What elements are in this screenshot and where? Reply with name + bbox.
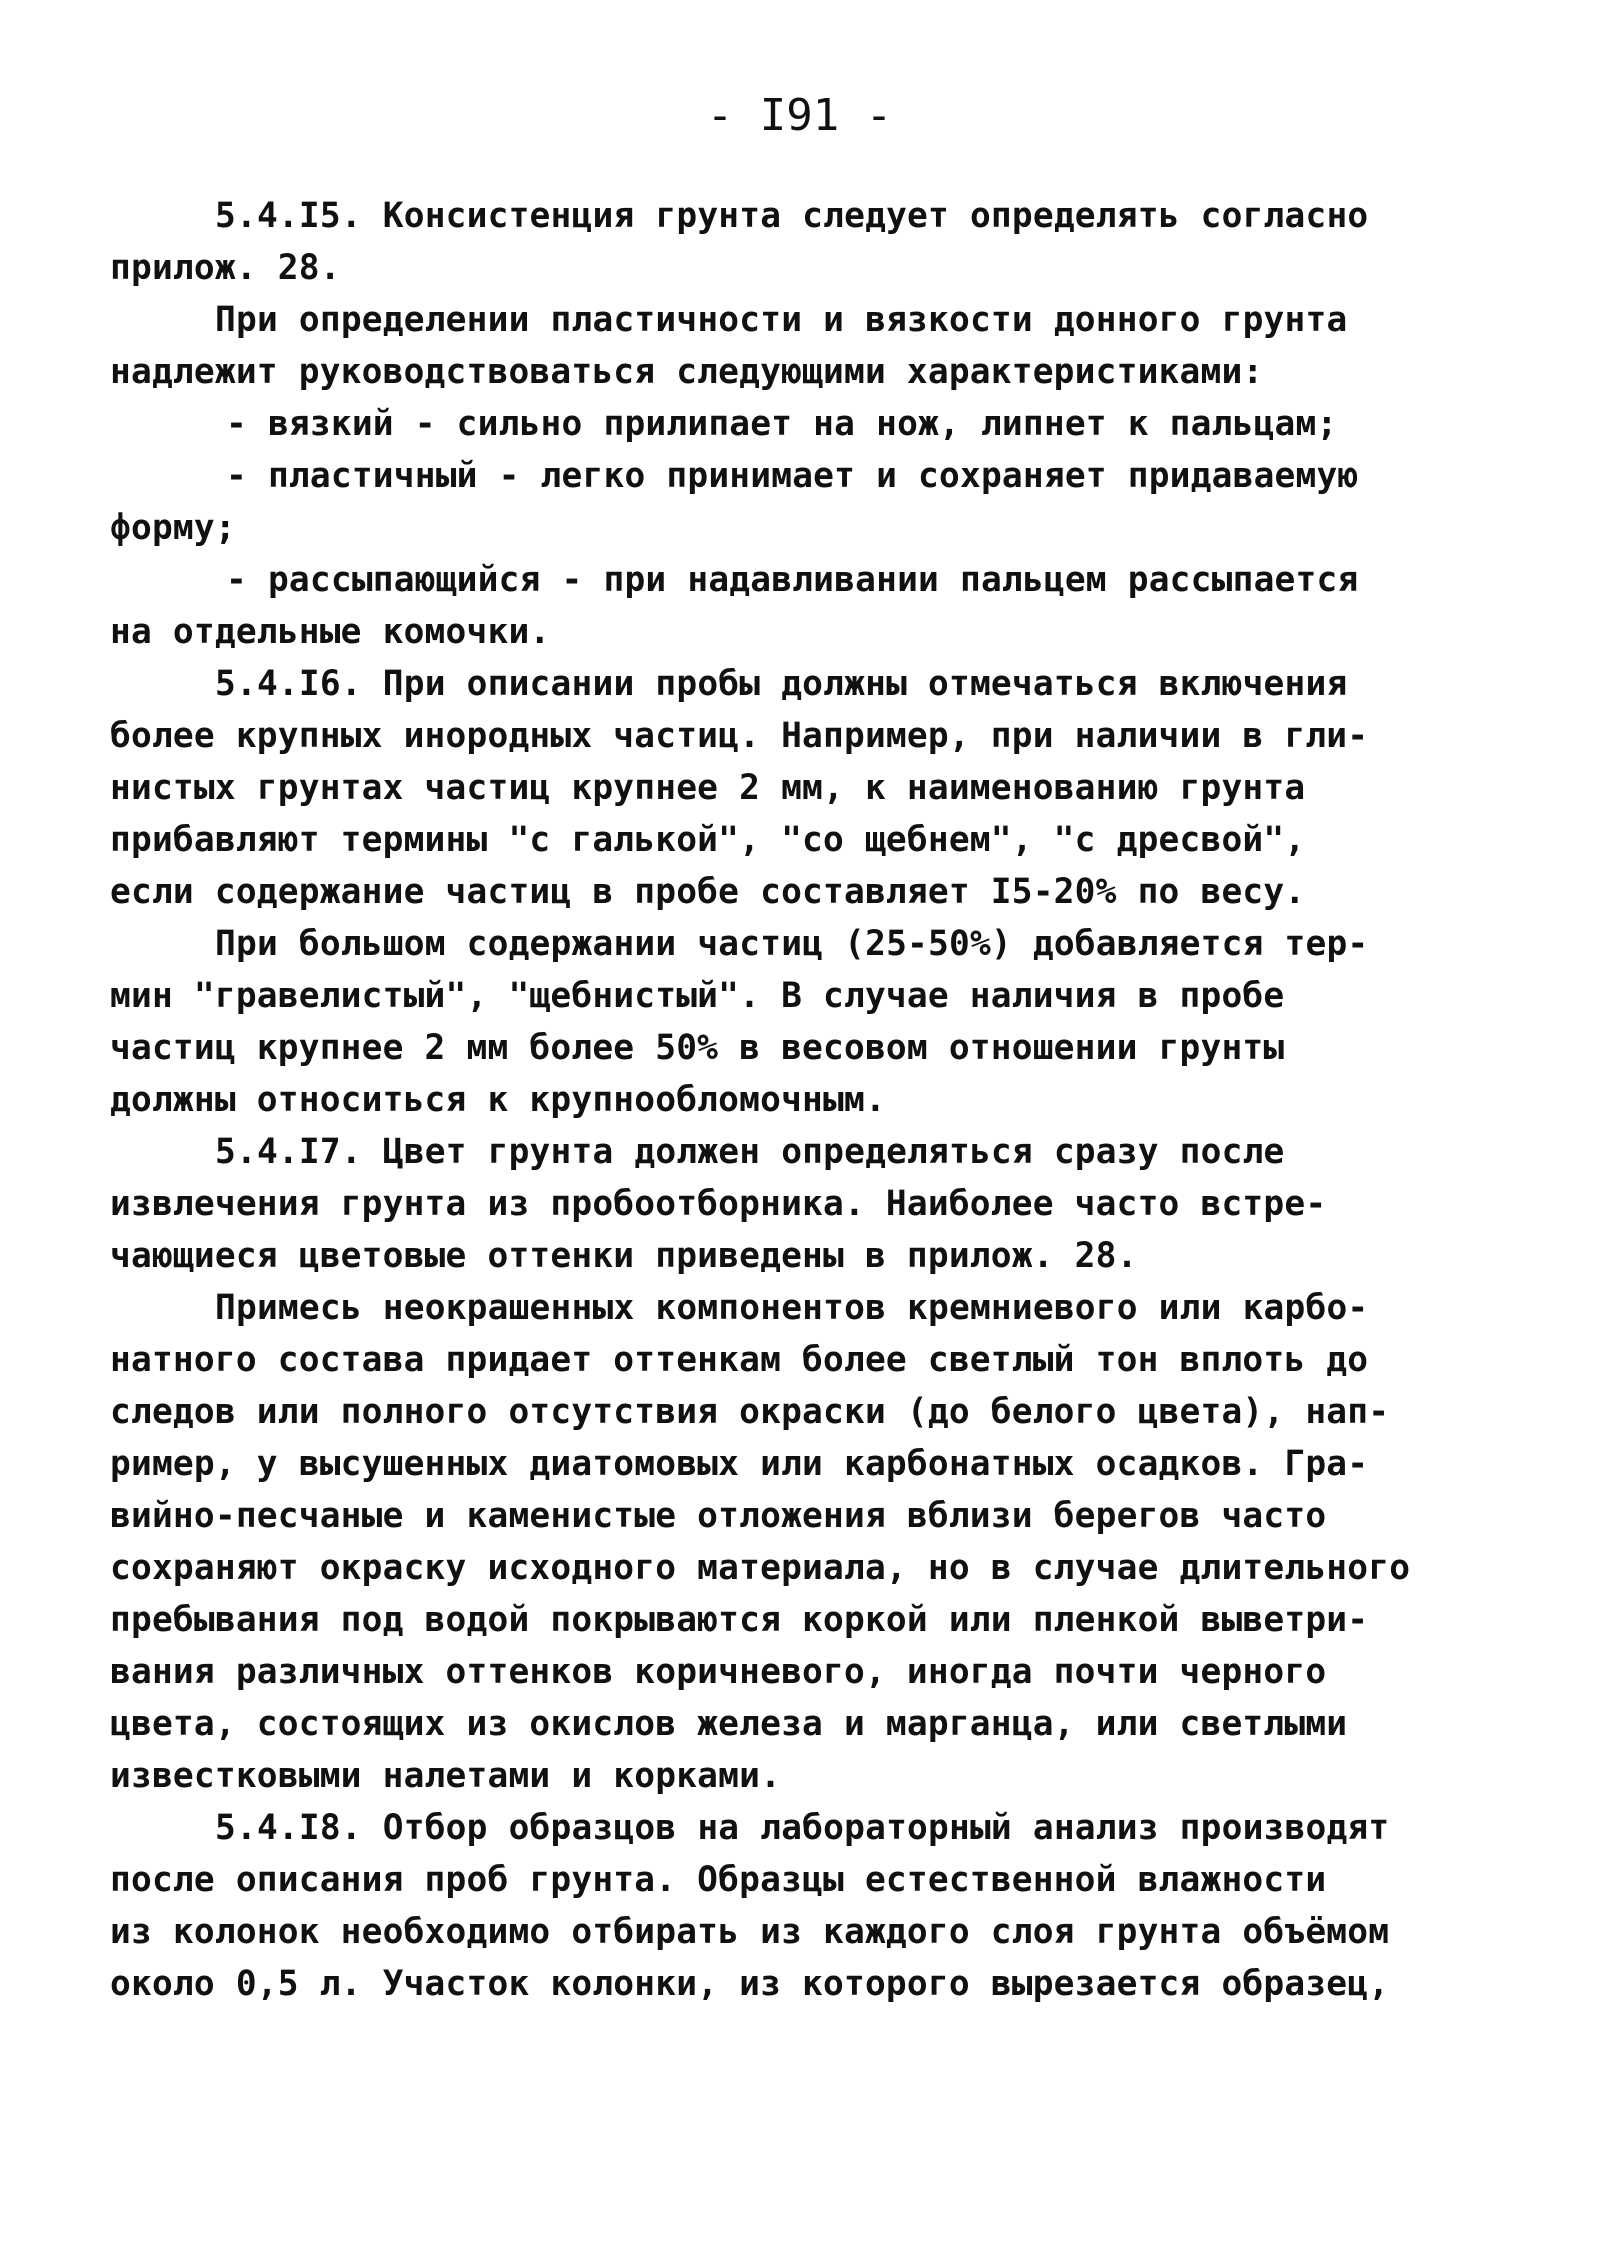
text-line: около 0,5 л. Участок колонки, из которого вырезается образец, — [110, 1964, 1390, 2004]
text-line: ример, у высушенных диатомовых или карбонатных осадков. Гра- — [110, 1444, 1369, 1484]
text-line: нистых грунтах частиц крупнее 2 мм, к наименованию грунта — [110, 768, 1306, 808]
text-line: 5.4.I7. Цвет грунта должен определяться сразу после — [215, 1132, 1285, 1172]
text-line: сохраняют окраску исходного материала, но в случае длительного — [110, 1548, 1411, 1588]
text-line: пребывания под водой покрываются коркой или пленкой выветри- — [110, 1600, 1369, 1640]
text-line: известковыми налетами и корками. — [110, 1756, 782, 1796]
text-line: При определении пластичности и вязкости донного грунта — [215, 300, 1348, 340]
text-line: форму; — [110, 508, 236, 548]
text-line: - пластичный - легко принимает и сохраняет придаваемую — [226, 456, 1359, 496]
text-line: если содержание частиц в пробе составляет I5-20% по весу. — [110, 872, 1306, 912]
text-line: следов или полного отсутствия окраски (до белого цвета), нап- — [110, 1392, 1390, 1432]
text-line: прибавляют термины "с галькой", "со щебнем", "с дресвой", — [110, 820, 1306, 860]
text-line: цвета, состоящих из окислов железа и марганца, или светлыми — [110, 1704, 1348, 1744]
text-line: более крупных инородных частиц. Например, при наличии в гли- — [110, 716, 1369, 756]
text-line: на отдельные комочки. — [110, 612, 551, 652]
text-line: после описания проб грунта. Образцы естественной влажности — [110, 1860, 1327, 1900]
text-line: натного состава придает оттенкам более светлый тон вплоть до — [110, 1340, 1369, 1380]
text-line: из колонок необходимо отбирать из каждого слоя грунта объёмом — [110, 1912, 1390, 1952]
text-line: Примесь неокрашенных компонентов кремниевого или карбо- — [215, 1288, 1369, 1328]
text-line: надлежит руководствоваться следующими характеристиками: — [110, 352, 1264, 392]
text-line: 5.4.I5. Консистенция грунта следует определять согласно — [215, 196, 1369, 236]
text-line: чающиеся цветовые оттенки приведены в прилож. 28. — [110, 1236, 1138, 1276]
text-line: 5.4.I6. При описании пробы должны отмечаться включения — [215, 664, 1348, 704]
text-line: - рассыпающийся - при надавливании пальцем рассыпается — [226, 560, 1359, 600]
text-line: прилож. 28. — [110, 248, 341, 288]
text-line: мин "гравелистый", "щебнистый". В случае наличия в пробе — [110, 976, 1285, 1016]
text-line: извлечения грунта из пробоотборника. Наиболее часто встре- — [110, 1184, 1327, 1224]
text-line: - вязкий - сильно прилипает на нож, липнет к пальцам; — [226, 404, 1338, 444]
text-line: частиц крупнее 2 мм более 50% в весовом отношении грунты — [110, 1028, 1285, 1068]
page-number: - I91 - — [706, 90, 893, 141]
text-line: вания различных оттенков коричневого, иногда почти черного — [110, 1652, 1327, 1692]
text-line: При большом содержании частиц (25-50%) добавляется тер- — [215, 924, 1369, 964]
text-line: должны относиться к крупнообломочным. — [110, 1080, 886, 1120]
text-line: вийно-песчаные и каменистые отложения вблизи берегов часто — [110, 1496, 1327, 1536]
text-line: 5.4.I8. Отбор образцов на лабораторный анализ производят — [215, 1808, 1390, 1848]
